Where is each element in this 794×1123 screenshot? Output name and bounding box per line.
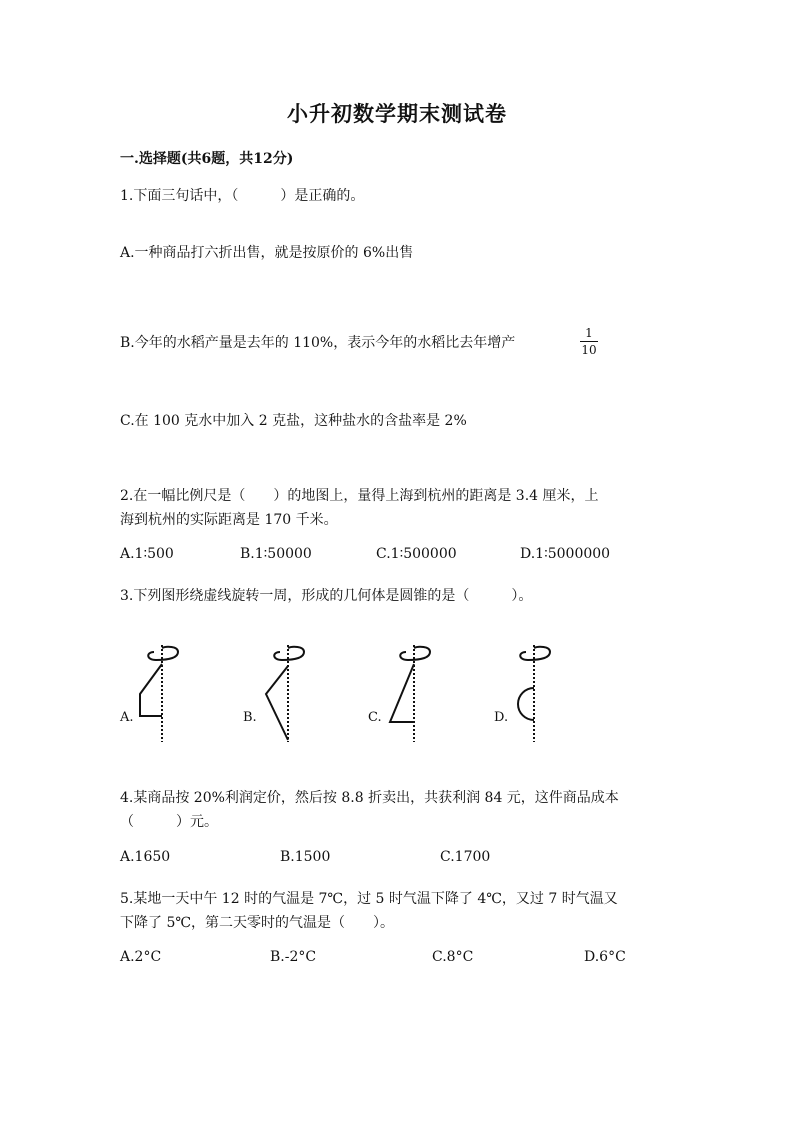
- figure-c-outline: [390, 664, 414, 722]
- figure-a-rotation-arrow: [148, 647, 178, 660]
- question-5-option-b: B.-2°C: [270, 949, 317, 965]
- question-1-option-b: B.今年的水稻产量是去年的 110%，表示今年的水稻比去年增产: [120, 335, 516, 351]
- figure-d-rotation-arrow: [520, 647, 550, 660]
- question-3-option-a: A.: [120, 710, 134, 725]
- figure-b-rotation-arrow: [274, 647, 304, 660]
- question-2-option-a: A.1∶500: [120, 546, 174, 562]
- question-2-option-c: C.1∶500000: [376, 546, 457, 562]
- section-heading: 一.选择题(共6题，共12分): [120, 151, 294, 167]
- figure-b-shape: [266, 645, 304, 742]
- question-5-option-c: C.8°C: [432, 949, 474, 965]
- question-1-option-c: C.在 100 克水中加入 2 克盐，这种盐水的含盐率是 2%: [120, 413, 467, 429]
- figure-a-shape: [140, 645, 178, 742]
- question-3-stem: 3.下列图形绕虚线旋转一周，形成的几何体是圆锥的是（ ）。: [120, 588, 533, 604]
- question-2-stem-line2: 海到杭州的实际距离是 170 千米。: [120, 512, 338, 528]
- figure-c-rotation-arrow: [400, 647, 430, 660]
- question-4-option-a: A.1650: [120, 849, 171, 865]
- question-3-option-c: C.: [368, 710, 382, 725]
- question-5-option-d: D.6°C: [584, 949, 626, 965]
- question-1-option-a: A.一种商品打六折出售，就是按原价的 6%出售: [120, 245, 414, 261]
- figure-d-shape: [518, 645, 550, 742]
- question-4-option-c: C.1700: [440, 849, 491, 865]
- question-5-stem-line2: 下降了 5℃，第二天零时的气温是（ ）。: [120, 915, 395, 931]
- question-1-stem: 1.下面三句话中，（ ）是正确的。: [120, 188, 365, 204]
- question-4-stem-line2: （ ）元。: [120, 814, 218, 830]
- question-2-option-b: B.1∶50000: [240, 546, 312, 562]
- question-3-option-d: D.: [494, 710, 509, 725]
- question-5-option-a: A.2°C: [120, 949, 162, 965]
- question-4-stem-line1: 4.某商品按 20%利润定价，然后按 8.8 折卖出，共获利润 84 元，这件商品成本: [120, 790, 619, 806]
- question-3-option-b: B.: [243, 710, 257, 725]
- figure-a-outline: [140, 664, 162, 716]
- question-2-option-d: D.1∶5000000: [520, 546, 611, 562]
- figure-c-shape: [390, 645, 430, 742]
- figure-b-outline: [266, 666, 288, 740]
- question-5-stem-line1: 5.某地一天中午 12 时的气温是 7℃，过 5 时气温下降了 4℃，又过 7 时气温又: [120, 891, 618, 907]
- fraction-numerator: 1: [585, 326, 593, 340]
- page-title: 小升初数学期末测试卷: [287, 101, 507, 126]
- figure-d-outline: [518, 688, 534, 720]
- question-2-stem-line1: 2.在一幅比例尺是（ ）的地图上，量得上海到杭州的距离是 3.4 厘米，上: [120, 488, 599, 504]
- fraction-denominator: 10: [581, 343, 597, 357]
- question-4-option-b: B.1500: [280, 849, 331, 865]
